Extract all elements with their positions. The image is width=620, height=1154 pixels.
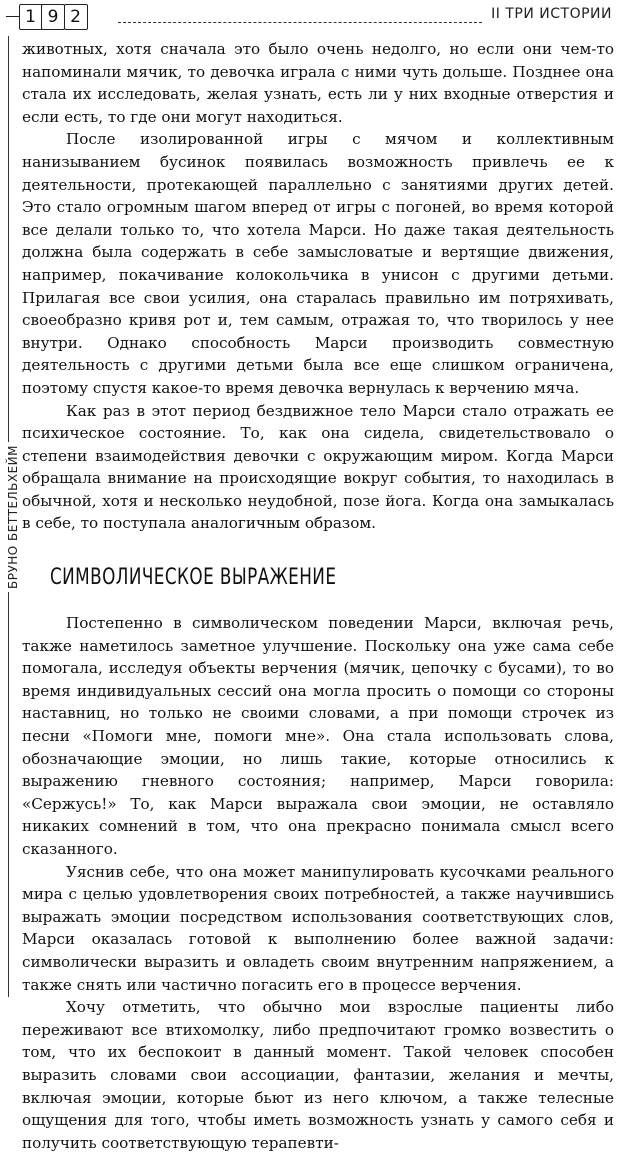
page-number-digit: 2: [64, 4, 88, 30]
paragraph: Хочу отметить, что обычно мои взрослые пациенты либо переживают все втихомолку, либо предпочитают громко возвестить о том, что их беспокоит в данный момент. Такой человек способен выразить словами свои ассоциации, фантазии, желания и мечты, включая эмоции, которые бьют из него ключом, а также телесные ощущения для того, чтобы иметь возможность узнать у самого себя и получить соответствующую терапевти-: [22, 998, 614, 1152]
paragraph: Уяснив себе, что она может манипулировать кусочками реального мира с целью удовлетворения своих потребностей, а также научившись выражать эмоции посредством использования соответствующих слов, Марси оказалась готовой к выполнению более важной задачи: символически выразить и овладеть своим внутренним напряжением, а также снять или частично погасить его в процессе верчения.: [22, 862, 614, 994]
page-header: [6, 4, 612, 32]
paragraph: Как раз в этот период бездвижное тело Марси стало отражать ее психическое состояние. То, как она сидела, свидетельствовало о степени взаимодействия девочки с окружающим миром. Когда Марси обращала внимание на происходящие вокруг события, то находилась в обычной, хотя и несколько неудобной, позе йога. Когда она замыкалась в себе, то поступала аналогичным образом.: [22, 401, 614, 533]
body-text: [22, 38, 614, 1154]
header-dashed-rule: [118, 22, 482, 23]
paragraph: животных, хотя сначала это было очень недолго, но если они чем-то напоминали мячик, то девочка играла с ними чуть дольше. Позднее она стала их исследовать, желая узнать, есть ли у них входные отверстия и если есть, то где они могут находиться.: [22, 40, 614, 126]
page-number: [20, 4, 88, 30]
header-rule-left: [6, 16, 20, 17]
running-head: II ТРИ ИСТОРИИ: [491, 6, 612, 22]
paragraph: После изолированной игры с мячом и коллективным нанизыванием бусинок появилась возможность привлечь ее к деятельности, протекающей параллельно с занятиями других детей. Это стало огромным шагом вперед от игры с погоней, во время которой все делали только то, что хотела Марси. Но даже такая деятельность должна была содержать в себе замысловатые и вертящие движения, например, покачивание колокольчика в унисон с другими детьми. Прилагая все свои усилия, она старалась правильно им потряхивать, своеобразно кривя рот и, тем самым, отражая то, что творилось у нее внутри. Однако способность Марси производить совместную деятельность с другими детьми была все еще слишком ограничена, поэтому спустя какое-то время девочка вернулась к верчению мяча.: [22, 130, 614, 397]
paragraph: Постепенно в символическом поведении Марси, включая речь, также наметилось заметное улучшение. Поскольку она уже сама себе помогала, исследуя объекты верчения (мячик, цепочку с бусами), то во время индивидуальных сессий она могла просить о помощи со стороны наставниц, но только не своими словами, а при помощи строчек из песни «Помоги мне, помоги мне». Она стала использовать слова, обозначающие эмоции, но лишь такие, которые относились к выражению гневного состояния; например, Марси говорила: «Сержусь!» То, как Марси выражала свои эмоции, не оставляло никаких сомнений в том, что она прекрасно понимала смысл всего сказанного.: [22, 614, 614, 858]
side-author-label: БРУНО БЕТТЕЛЬХЕЙМ: [2, 442, 24, 592]
page-number-digit: 9: [41, 4, 65, 30]
page-number-digit: 1: [19, 4, 43, 30]
section-heading: СИМВОЛИЧЕСКОЕ ВЫРАЖЕНИЕ: [50, 565, 337, 591]
